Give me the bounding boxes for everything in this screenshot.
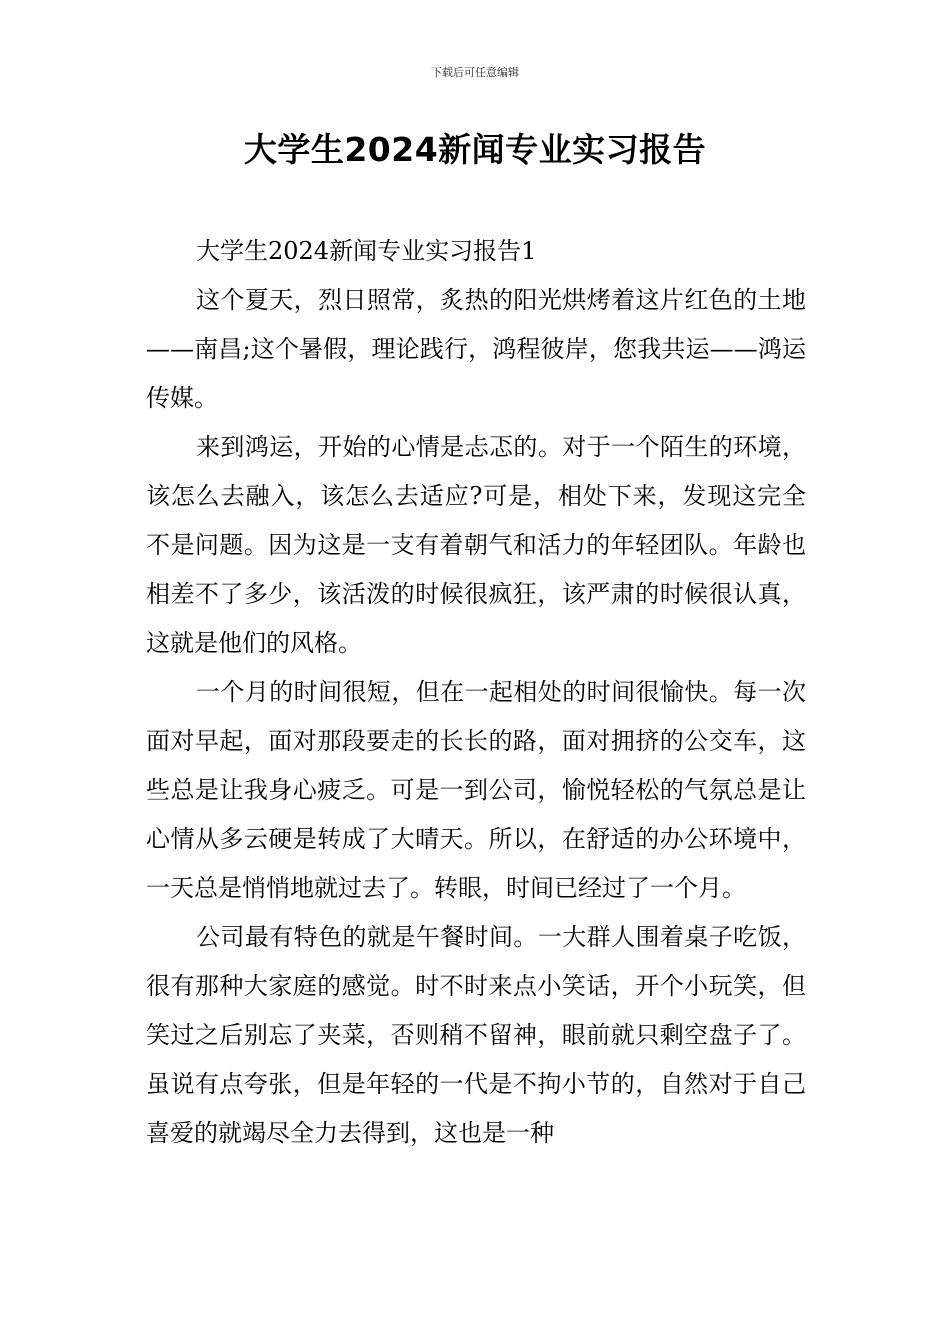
document-body (146, 227, 806, 1158)
paragraph-3: 一个月的时间很短，但在一起相处的时间很愉快。每一次面对早起，面对那段要走的长长的路，面对拥挤的公交车，这些总是让我身心疲乏。可是一到公司，愉悦轻松的气氛总是让心情从多云硬是转成了大晴天。所以，在舒适的办公环境中，一天总是悄悄地就过去了。转眼，时间已经过了一个月。 (146, 678, 806, 902)
paragraph-4: 公司最有特色的就是午餐时间。一大群人围着桌子吃饭，很有那种大家庭的感觉。时不时来点小笑话，开个小玩笑，但笑过之后别忘了夹菜，否则稍不留神，眼前就只剩空盘子了。虽说有点夸张，但是年轻的一代是不拘小节的，自然对于自己喜爱的就竭尽全力去得到，这也是一种 (146, 923, 806, 1147)
document-title: 大学生2024新闻专业实习报告 (243, 130, 707, 169)
download-note: 下载后可任意编辑 (431, 66, 519, 79)
paragraph-1: 这个夏天，烈日照常，炙热的阳光烘烤着这片红色的土地——南昌;这个暑假，理论践行，鸿程彼岸，您我共运——鸿运传媒。 (146, 286, 806, 412)
section-heading: 大学生2024新闻专业实习报告1 (196, 237, 537, 265)
paragraph-2: 来到鸿运，开始的心情是忐忑的。对于一个陌生的环境，该怎么去融入，该怎么去适应?可是，相处下来，发现这完全不是问题。因为这是一支有着朝气和活力的年轻团队。年龄也相差不了多少，该活泼的时候很疯狂，该严肃的时候很认真，这就是他们的风格。 (146, 433, 806, 657)
